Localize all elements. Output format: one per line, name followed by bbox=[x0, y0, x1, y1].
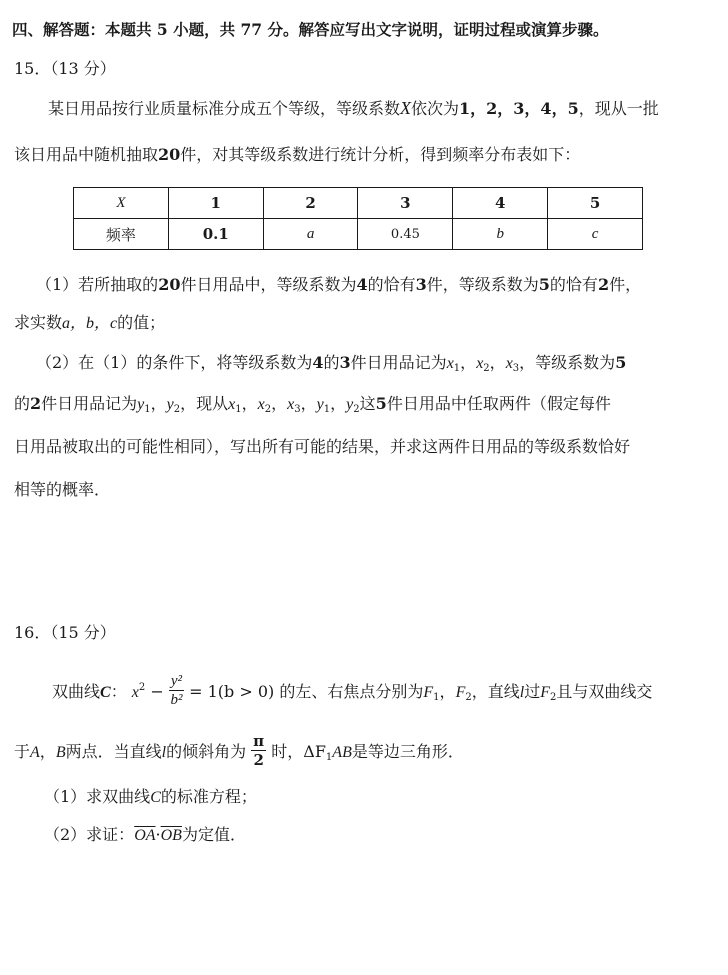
table-cell: c bbox=[548, 219, 643, 250]
q16-line1: 双曲线C： $x^2$ − $\frac{\text{y²}}{\text{b²}}$ = 1(b > 0) 的左、右焦点分别为$F_1$，$F_2$，直线l过$F_2$且与双曲线交 bbox=[52, 673, 653, 708]
table-cell: 4 bbox=[453, 188, 548, 219]
table-header-row bbox=[74, 188, 643, 219]
pi-over-two-fraction: $\frac{\pi}{2}$ bbox=[253, 732, 265, 769]
section-header: 四、解答题：本题共 5 小题，共 77 分。解答应写出文字说明，证明过程或演算步骤。 bbox=[12, 20, 609, 39]
table-cell: a bbox=[263, 219, 358, 250]
table-cell: 1 bbox=[168, 188, 263, 219]
q15-intro-line2: 该日用品中随机抽取20件，对其等级系数进行统计分析，得到频率分布表如下： bbox=[14, 145, 581, 164]
table-cell: X bbox=[74, 188, 169, 219]
q16-number: 16．（15 分） bbox=[14, 623, 116, 642]
q15-part1-line1: （1）若所抽取的20件日用品中，等级系数为4的恰有3件，等级系数为5的恰有2件， bbox=[36, 275, 642, 294]
q15-intro-line1: 某日用品按行业质量标准分成五个等级，等级系数X依次为1，2，3，4，5，现从一批 bbox=[48, 98, 659, 118]
q16-line2: 于A，B两点．当直线l的倾斜角为 $\frac{\pi}{2}$ 时，$\Delta F_1AB$是等边三角形． bbox=[14, 732, 464, 769]
table-frequency-row bbox=[74, 219, 643, 250]
table-cell: 5 bbox=[548, 188, 643, 219]
table-cell: 3 bbox=[358, 188, 453, 219]
table-cell: 2 bbox=[263, 188, 358, 219]
q15-part2-line2: 的2件日用品记为$y_1$，$y_2$，现从$x_1$，$x_2$，$x_3$，$y_1$，$y_2$这5件日用品中任取两件（假定每件 bbox=[14, 394, 611, 415]
q15-part2-line1: （2）在（1）的条件下，将等级系数为4的3件日用品记为$x_1$，$x_2$，$x_3$，等级系数为5 bbox=[36, 353, 627, 374]
table-cell: b bbox=[453, 219, 548, 250]
q15-part1-line2: 求实数a，b，c的值； bbox=[14, 313, 166, 332]
q16-part2: （2）求证：$\overline{OA}\cdot\overline{OB}$为定值． bbox=[44, 825, 246, 844]
q15-number: 15．（13 分） bbox=[14, 59, 116, 78]
table-cell: 0.1 bbox=[168, 219, 263, 250]
q15-part2-line3: 日用品被取出的可能性相同），写出所有可能的结果，并求这两件日用品的等级系数恰好 bbox=[14, 437, 631, 456]
q15-part2-line4: 相等的概率． bbox=[14, 480, 111, 499]
table-cell: 频率 bbox=[74, 219, 169, 250]
hyperbola-fraction: $\frac{\text{y²}}{\text{b²}}$ bbox=[170, 673, 183, 708]
table-cell: 0.45 bbox=[358, 219, 453, 250]
q16-part1: （1）求双曲线C的标准方程； bbox=[44, 787, 257, 806]
frequency-table bbox=[73, 187, 643, 250]
